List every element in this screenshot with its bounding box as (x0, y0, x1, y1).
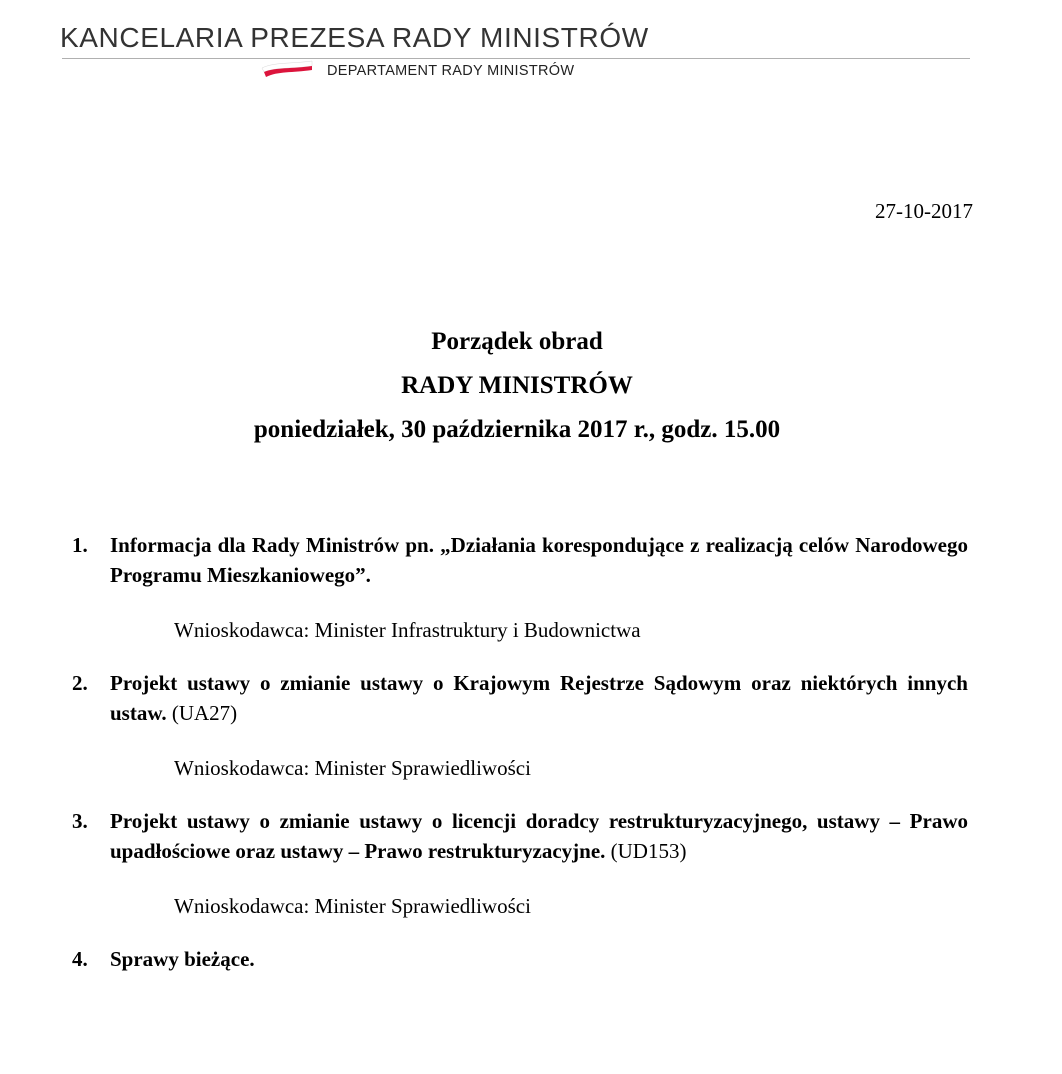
agenda-item-reference: (UA27) (171, 701, 238, 725)
agenda-item-text (110, 530, 968, 590)
agenda-item-title: Projekt ustawy o zmianie ustawy o Krajowym Rejestrze Sądowym oraz niektórych innych ustaw. (110, 671, 968, 725)
agenda-item-applicant: Wnioskodawca: Minister Sprawiedliwości (174, 894, 531, 918)
agenda-item-number: 3. (72, 809, 88, 833)
document-title (0, 320, 1034, 452)
agenda-item-number: 4. (72, 947, 88, 971)
agenda-item (72, 944, 968, 974)
agenda-item (72, 668, 968, 782)
agenda-item-title: Projekt ustawy o zmianie ustawy o licencji doradcy restrukturyzacyjnego, ustawy – Prawo upadłościowe oraz ustawy – Prawo restrukturyzacyjne. (110, 809, 968, 863)
agenda-item-text (110, 806, 968, 866)
agenda-item-title: Sprawy bieżące. (110, 947, 255, 971)
agenda-item-applicant: Wnioskodawca: Minister Sprawiedliwości (174, 756, 531, 780)
agenda-item-text (110, 668, 968, 728)
agenda-item-title: Informacja dla Rady Ministrów pn. „Działania korespondujące z realizacją celów Narodowego Programu Mieszkaniowego”. (110, 533, 968, 587)
agenda-item-text (110, 944, 968, 974)
organization-name: KANCELARIA PREZESA RADY MINISTRÓW (60, 22, 649, 53)
agenda-item-number: 2. (72, 671, 88, 695)
agenda-item (72, 530, 968, 644)
agenda-item-applicant: Wnioskodawca: Minister Infrastruktury i Budownictwa (174, 618, 641, 642)
department-name: DEPARTAMENT RADY MINISTRÓW (327, 63, 575, 79)
agenda-item-reference: (UD153) (610, 839, 687, 863)
polish-flag-icon (260, 60, 314, 78)
document-date: 27-10-2017 (875, 199, 973, 223)
agenda-list (72, 530, 968, 974)
agenda-item (72, 806, 968, 920)
agenda-item-number: 1. (72, 533, 88, 557)
header-divider (62, 58, 970, 59)
title-line-3: poniedziałek, 30 października 2017 r., godz. 15.00 (253, 416, 781, 443)
title-line-2: RADY MINISTRÓW (401, 372, 633, 399)
title-line-1: Porządek obrad (431, 328, 603, 355)
